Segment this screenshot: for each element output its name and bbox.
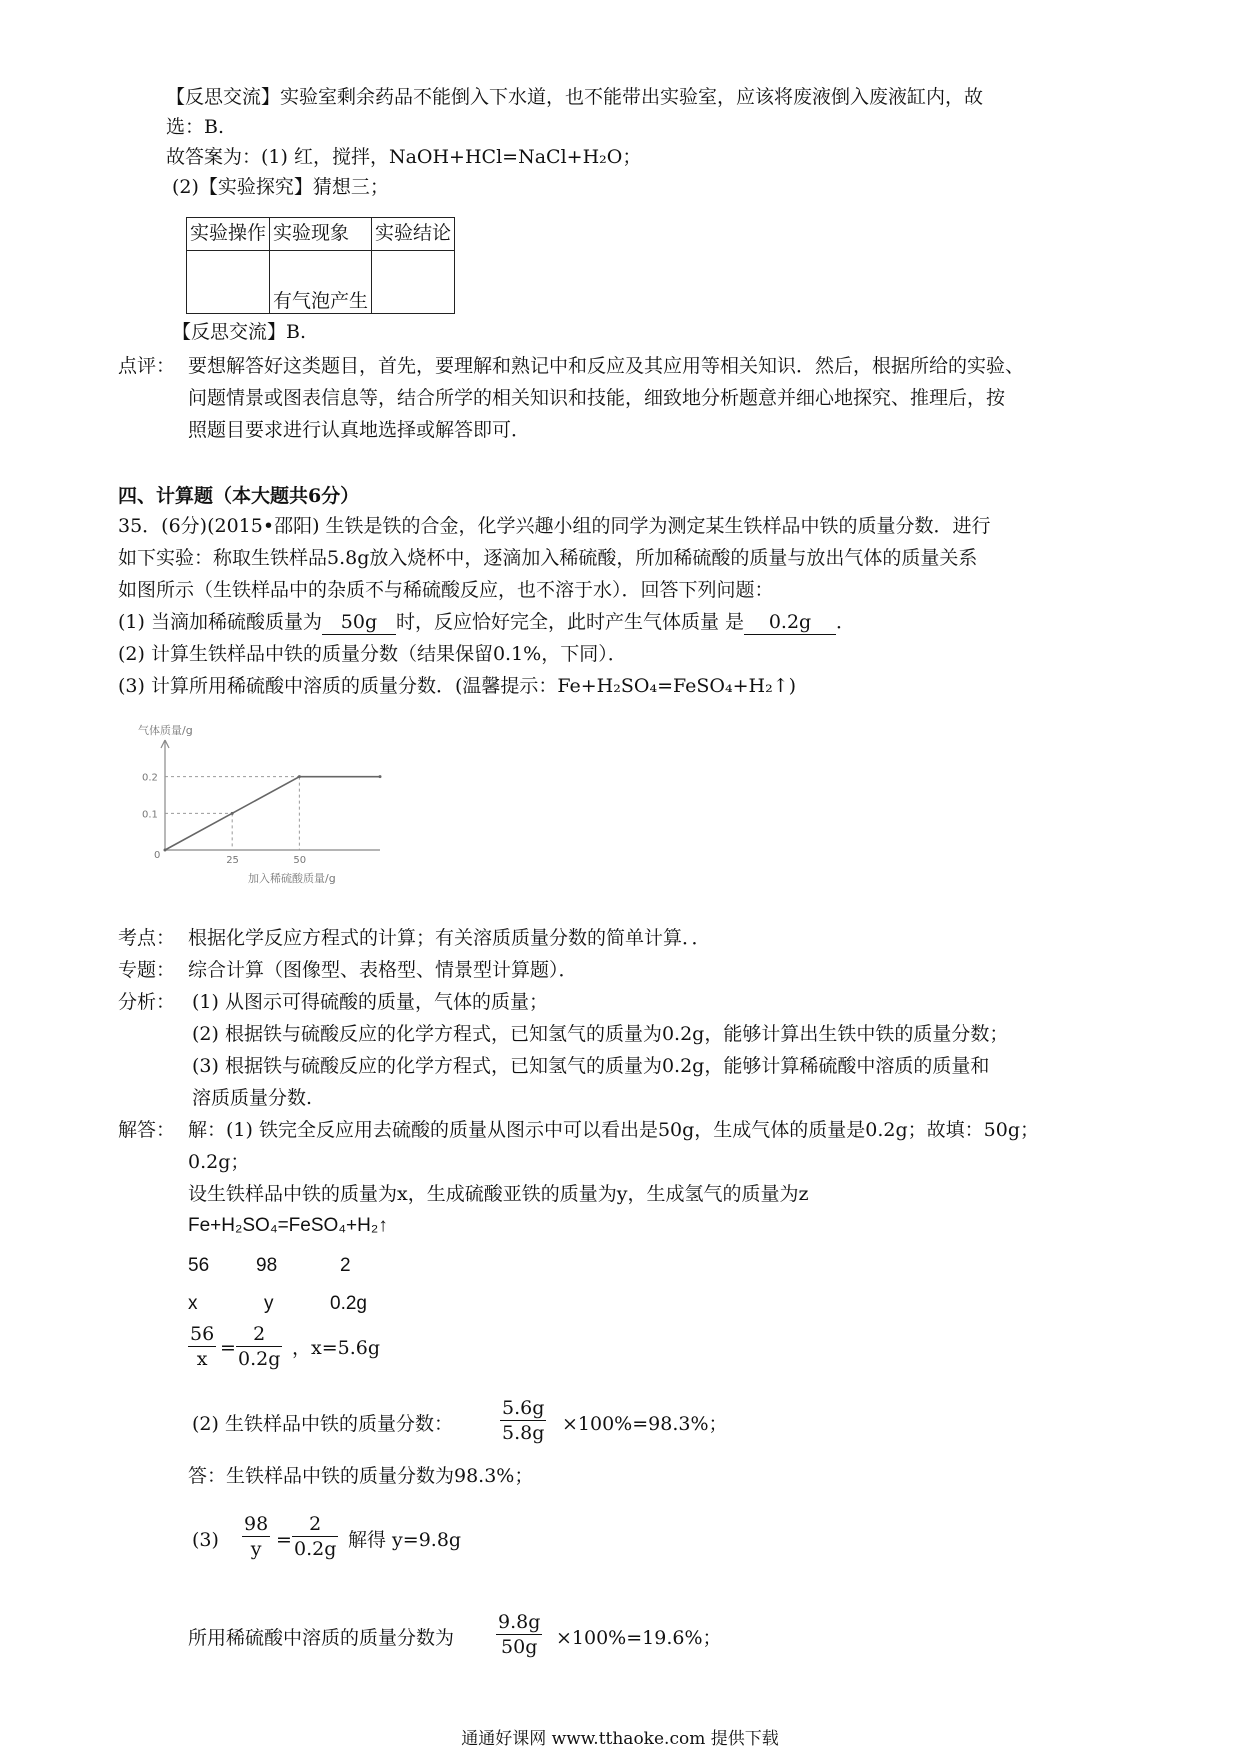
- eq-mass-fe: 56: [188, 1255, 210, 1276]
- table-cell-operation: [187, 251, 270, 314]
- question-line-2: 如下实验：称取生铁样品5.8g放入烧杯中，逐滴加入稀硫酸，所加稀硫酸的质量与放出气体的质量关系: [118, 547, 978, 569]
- fenxi-line-1: (1) 从图示可得硫酸的质量，气体的质量；: [192, 991, 548, 1013]
- fraction-numerator: 5.6g: [502, 1397, 545, 1419]
- part4-prefix: 所用稀硫酸中溶质的质量分数为: [188, 1627, 455, 1649]
- question-line-1: 35．(6分)(2015•邵阳) 生铁是铁的合金，化学兴趣小组的同学为测定某生铁样品中铁的质量分数．进行: [118, 515, 991, 537]
- fraction-denominator: 0.2g: [294, 1538, 337, 1560]
- table-header-phenomenon: 实验现象: [270, 218, 372, 251]
- experiment-table: [186, 217, 455, 314]
- fraction-numerator: 2: [309, 1513, 322, 1535]
- question-part-1: [118, 608, 855, 636]
- y-tick-label-1: 0.2: [142, 772, 158, 784]
- data-point-0: [164, 849, 167, 852]
- data-point-1: [231, 812, 234, 815]
- eq-mass-h2so4: 98: [256, 1255, 278, 1276]
- fraction-denominator: x: [188, 1346, 216, 1371]
- fraction-h2-mass-2: [292, 1512, 338, 1561]
- y-axis-arrow-left: [161, 740, 165, 748]
- jieda-label: 解答：: [118, 1119, 176, 1141]
- page-footer: 通通好课网 www.tthaoke.com 提供下载: [461, 1729, 779, 1749]
- fraction-denominator: 0.2g: [238, 1348, 281, 1370]
- origin-label: 0: [154, 850, 161, 861]
- fraction-acid-percentage: [496, 1610, 542, 1659]
- fraction-h2-mass: [236, 1322, 282, 1371]
- jieda-line-2: 0.2g；: [188, 1151, 250, 1173]
- fraction-fe-x: [188, 1322, 216, 1371]
- answer-line-1: 故答案为：(1) 红，搅拌，NaOH+HCl=NaCl+H₂O；: [166, 146, 642, 168]
- part2-result: ×100%=98.3%；: [562, 1413, 728, 1435]
- fraction-numerator: 2: [253, 1323, 266, 1345]
- question-part-2: (2) 计算生铁样品中铁的质量分数（结果保留0.1%，下同）．: [118, 643, 627, 665]
- comment-line-3: 照题目要求进行认真地选择或解答即可．: [188, 419, 531, 441]
- comment-line-2: 问题情景或图表信息等，结合所学的相关知识和技能，细致地分析题意并细心地探究、推理后，按: [188, 387, 1006, 409]
- zhuanti-text: 综合计算（图像型、表格型、情景型计算题）．: [188, 959, 578, 981]
- answer-line-2: (2)【实验探究】猜想三；: [172, 176, 389, 198]
- eq-mass-h2: 2: [340, 1255, 351, 1276]
- jieda-line-1: 解：(1) 铁完全反应用去硫酸的质量从图示中可以看出是50g，生成气体的质量是0.2g；故填：50g；: [188, 1119, 1040, 1141]
- reflection-line-2: 选：B.: [166, 116, 225, 138]
- fenxi-line-4: 溶质质量分数.: [192, 1087, 313, 1109]
- question-part-3: (3) 计算所用稀硫酸中溶质的质量分数．(温馨提示：Fe+H₂SO₄=FeSO₄+H₂↑): [118, 675, 797, 697]
- chemical-equation: Fe+H₂SO₄=FeSO₄+H₂↑: [188, 1215, 388, 1236]
- kaodian-text: 根据化学反应方程式的计算；有关溶质质量分数的简单计算．．: [188, 927, 711, 949]
- fraction-numerator: 56: [190, 1323, 215, 1345]
- table-cell-phenomenon: 有气泡产生: [270, 251, 372, 314]
- table-header-operation: 实验操作: [187, 218, 270, 251]
- fraction-denominator: 5.8g: [502, 1422, 545, 1444]
- table-header-conclusion: 实验结论: [372, 218, 455, 251]
- jieda-line-3: 设生铁样品中铁的质量为x，生成硫酸亚铁的质量为y，生成氢气的质量为z: [188, 1183, 809, 1205]
- y-tick-label-0: 0.1: [142, 809, 158, 821]
- q1-end: ．: [836, 611, 856, 633]
- fraction-denominator: 50g: [496, 1634, 542, 1659]
- q1-prefix: (1) 当滴加稀硫酸质量为: [118, 611, 322, 633]
- reflection-line-1: 【反思交流】实验室剩余药品不能倒入下水道，也不能带出实验室，应该将废液倒入废液缸内，故: [166, 86, 984, 108]
- x-tick-label-0: 25: [226, 855, 239, 866]
- kaodian-label: 考点：: [118, 927, 176, 949]
- comment-label: 点评：: [118, 355, 176, 377]
- fenxi-line-3: (3) 根据铁与硫酸反应的化学方程式，已知氢气的质量为0.2g，能够计算稀硫酸中溶质的质量和: [192, 1055, 990, 1077]
- fraction-fe-percentage: [500, 1396, 546, 1445]
- y-result: 解得 y=9.8g: [348, 1529, 462, 1551]
- fraction-numerator: 98: [244, 1513, 269, 1535]
- fenxi-line-2: (2) 根据铁与硫酸反应的化学方程式，已知氢气的质量为0.2g，能够计算出生铁中铁的质量分数；: [192, 1023, 1009, 1045]
- data-point-3: [379, 775, 382, 778]
- eq-var-y: y: [264, 1293, 274, 1314]
- eq-var-h2: 0.2g: [330, 1293, 367, 1314]
- equals-sign: =: [276, 1529, 292, 1551]
- fraction-numerator: 9.8g: [498, 1611, 541, 1633]
- part2-answer: 答：生铁样品中铁的质量分数为98.3%；: [188, 1465, 534, 1487]
- fraction-denominator: y: [242, 1536, 270, 1561]
- zhuanti-label: 专题：: [118, 959, 176, 981]
- equals-sign: =: [220, 1337, 236, 1359]
- q1-middle: 时，反应恰好完全，此时产生气体质量 是: [395, 611, 745, 633]
- part2-prefix: (2) 生铁样品中铁的质量分数：: [192, 1413, 453, 1435]
- q1-blank-acid-mass: 50g: [322, 610, 396, 635]
- section-heading: 四、计算题（本大题共6分）: [118, 485, 360, 507]
- fraction-acid-y: [242, 1512, 270, 1561]
- question-line-3: 如图所示（生铁样品中的杂质不与稀硫酸反应，也不溶于水）．回答下列问题：: [118, 579, 774, 601]
- data-point-2: [298, 775, 301, 778]
- comment-line-1: 要想解答好这类题目，首先，要理解和熟记中和反应及其应用等相关知识．然后，根据所给的实验、: [188, 355, 1025, 377]
- fenxi-label: 分析：: [118, 991, 176, 1013]
- y-axis-label: 气体质量/g: [138, 724, 193, 737]
- table-cell-conclusion: [372, 251, 455, 314]
- part3-prefix: (3): [192, 1529, 219, 1551]
- eq-var-x: x: [188, 1293, 198, 1314]
- x-result: ，x=5.6g: [292, 1337, 381, 1359]
- q1-blank-gas-mass: 0.2g: [744, 610, 836, 635]
- y-axis-arrow-right: [165, 740, 169, 748]
- x-tick-label-1: 50: [293, 855, 307, 866]
- gas-mass-chart: [130, 710, 420, 890]
- reflection-answer: 【反思交流】B.: [172, 321, 307, 343]
- x-axis-label: 加入稀硫酸质量/g: [248, 872, 336, 885]
- part4-result: ×100%=19.6%；: [556, 1627, 722, 1649]
